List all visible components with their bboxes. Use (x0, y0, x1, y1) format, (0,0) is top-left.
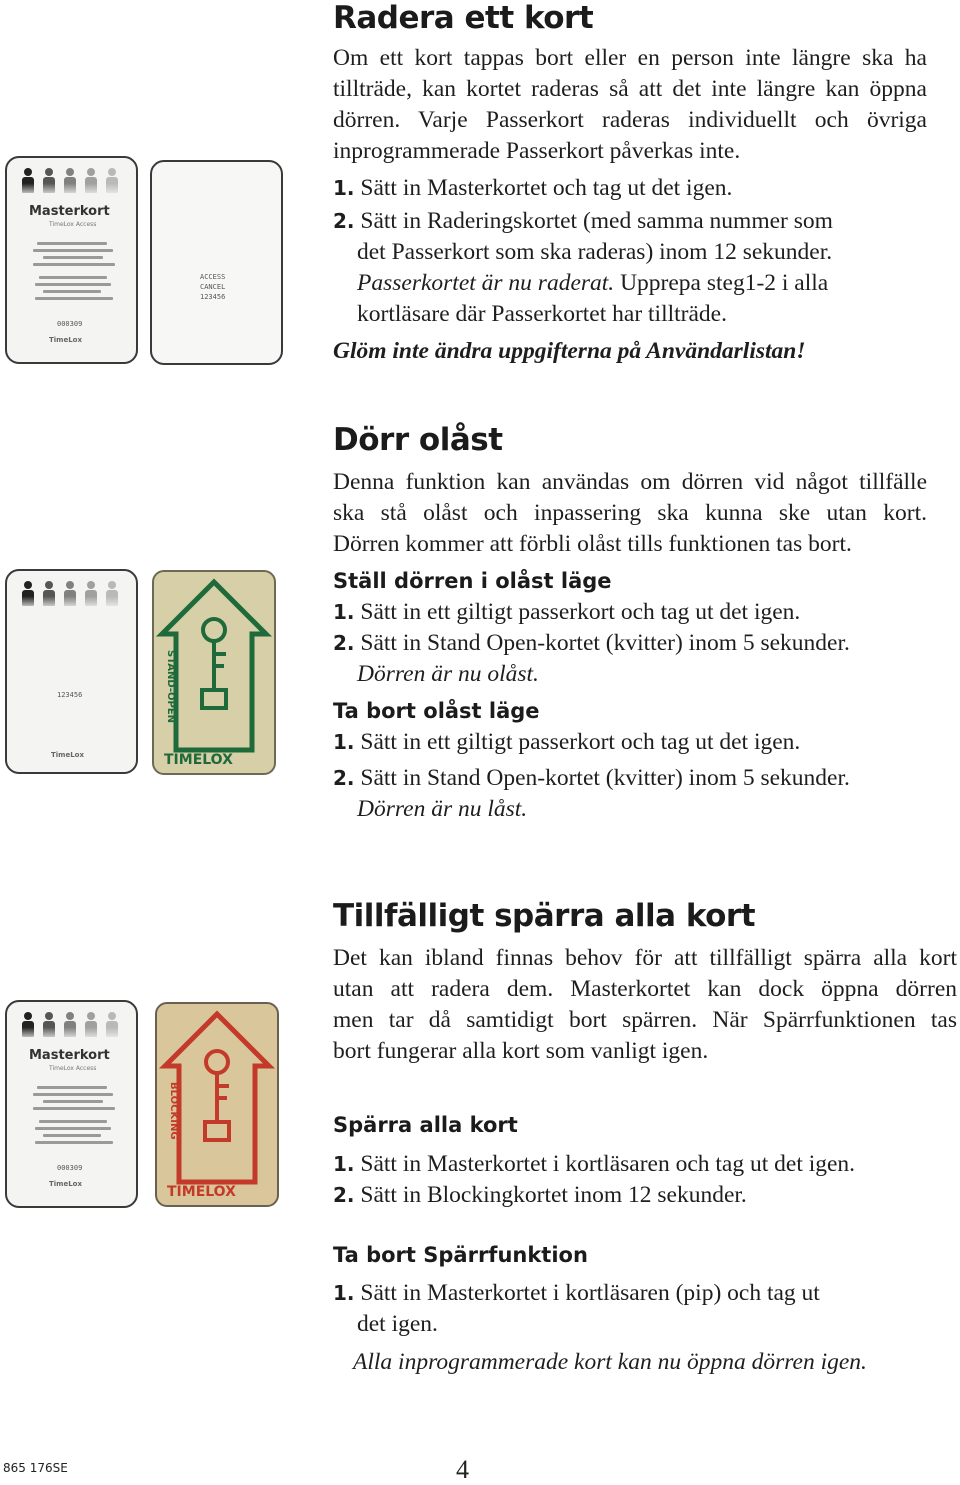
person-icon (84, 1012, 98, 1038)
sparra-intro-line: utan att radera dem. Masterkortet kan dock öppna dörren (333, 976, 957, 1002)
card-subtitle: TimeLox Access (49, 1065, 97, 1072)
card-text-line (39, 1120, 107, 1123)
step-text: Sätt in ett giltigt passerkort och tag ut det igen. (360, 729, 801, 755)
sparra-intro-line: men tar då samtidigt bort spärren. När Spärrfunktionen tas (333, 1007, 957, 1033)
radera-step-2-result (333, 268, 933, 299)
dorr-intro-line: Dörren kommer att förbli olåst tills funktionen tas bort. (333, 531, 852, 557)
person-icon (21, 581, 35, 607)
card-text-line (33, 263, 115, 266)
card-text-line (37, 242, 107, 245)
step-text: Sätt in Masterkortet i kortläsaren (pip) och tag ut (360, 1280, 820, 1306)
sparra-step-1-cont: det igen. (357, 1311, 438, 1337)
radera-step-2 (333, 206, 933, 237)
radera-intro (333, 43, 927, 136)
person-icon (84, 581, 98, 607)
card-brand-logo: TIMELOX (167, 1184, 236, 1200)
person-icon (105, 168, 119, 194)
card-text-line (39, 276, 107, 279)
card-text-line (43, 256, 103, 259)
sparra-intro (333, 943, 957, 1036)
card-title: Masterkort (29, 204, 110, 219)
step-text: Upprepa steg1-2 i alla (614, 270, 829, 296)
subheading-ta-bort-olast: Ta bort olåst läge (333, 699, 540, 723)
step-number: 1. (333, 1152, 355, 1176)
dorr-result-1: Dörren är nu olåst. (357, 661, 539, 687)
person-icon (105, 581, 119, 607)
person-icon (63, 1012, 77, 1038)
radera-note: Glöm inte ändra uppgifterna på Användarlistan! (333, 338, 806, 364)
step-text: Sätt in Raderingskortet (med samma nummer som (360, 208, 833, 234)
radera-step-1 (333, 173, 933, 204)
step-number: 2. (333, 209, 355, 233)
blocking-card-image (155, 1002, 279, 1207)
document-code: 865 176SE (3, 1461, 68, 1475)
stand-open-label: STAND-OPEN (165, 650, 176, 724)
radera-step-2-cont: kortläsare där Passerkortet har tillträde. (357, 301, 727, 327)
step-number: 2. (333, 766, 355, 790)
step-text: Sätt in ett giltigt passerkort och tag ut det igen. (360, 599, 801, 625)
card-text-line (43, 290, 101, 293)
delete-card-line: CANCEL (200, 283, 226, 291)
card-text-line (37, 1086, 107, 1089)
step-number: 2. (333, 1183, 355, 1207)
card-title: Masterkort (29, 1048, 110, 1063)
person-icon (84, 168, 98, 194)
step-number: 1. (333, 730, 355, 754)
card-brand: TimeLox (49, 336, 83, 344)
stand-open-card-graphic (154, 572, 274, 773)
people-icons (21, 1012, 119, 1038)
step-text: Sätt in Masterkortet och tag ut det igen. (360, 175, 733, 201)
dorr-intro-line: Denna funktion kan användas om dörren vid något tillfälle (333, 469, 927, 495)
card-brand-logo: TIMELOX (164, 752, 233, 768)
person-icon (21, 1012, 35, 1038)
dorr-steps-2 (333, 727, 943, 825)
person-icon (42, 581, 56, 607)
dorr-intro-line: ska stå olåst och inpassering ska kunna ske utan kort. (333, 500, 927, 526)
person-icon (42, 1012, 56, 1038)
delete-card-image (150, 160, 283, 365)
subheading-sparra-alla: Spärra alla kort (333, 1113, 518, 1137)
sparra-intro-line: bort fungerar alla kort som vanligt igen. (333, 1038, 709, 1064)
person-icon (63, 168, 77, 194)
section-title-sparra: Tillfälligt spärra alla kort (333, 898, 756, 934)
dorr-steps-1 (333, 597, 943, 690)
result-text: Passerkortet är nu raderat. (357, 270, 615, 296)
sparra-steps-2 (333, 1278, 953, 1378)
radera-intro-line: tillträde, kan kortet raderas så att det inte längre kan öppna (333, 76, 927, 102)
radera-step-2-cont: det Passerkort som ska raderas) inom 12 sekunder. (357, 239, 833, 265)
sparra-steps-1 (333, 1149, 943, 1211)
step-text: Sätt in Stand Open-kortet (kvitter) inom 5 sekunder. (360, 630, 850, 656)
card-text-line (43, 1100, 103, 1103)
dorr-intro (333, 467, 927, 529)
card-text-line (35, 1141, 113, 1144)
step-number: 1. (333, 1281, 355, 1305)
card-code: 123456 (57, 691, 83, 699)
dorr-step-1 (333, 597, 943, 628)
step-number: 1. (333, 176, 355, 200)
card-code: 000309 (57, 1164, 83, 1172)
card-text-line (35, 283, 111, 286)
step-text: Sätt in Masterkortet i kortläsaren och tag ut det igen. (360, 1151, 856, 1177)
section-title-radera: Radera ett kort (333, 0, 594, 36)
people-icons (21, 168, 119, 194)
dorr-result-2: Dörren är nu låst. (357, 796, 528, 822)
step-text: Sätt in Blockingkortet inom 12 sekunder. (360, 1182, 747, 1208)
person-icon (21, 168, 35, 194)
card-text-line (43, 1134, 101, 1137)
person-icon (105, 1012, 119, 1038)
subheading-stall-olast: Ställ dörren i olåst läge (333, 569, 612, 593)
delete-card-line: ACCESS (200, 273, 226, 281)
page-number: 4 (456, 1455, 469, 1484)
blocking-label: BLOCKING (168, 1082, 179, 1140)
card-brand: TimeLox (51, 751, 85, 759)
blocking-card-graphic (157, 1004, 277, 1205)
card-brand: TimeLox (49, 1180, 83, 1188)
card-code: 000309 (57, 320, 83, 328)
card-text-line (35, 1127, 111, 1130)
dorr-step-2 (333, 628, 943, 659)
step-text: Sätt in Stand Open-kortet (kvitter) inom 5 sekunder. (360, 765, 850, 791)
person-icon (63, 581, 77, 607)
radera-intro-line: dörren. Varje Passerkort raderas individuellt och övriga (333, 107, 927, 133)
card-subtitle: TimeLox Access (49, 221, 97, 228)
section-title-dorr: Dörr olåst (333, 422, 503, 458)
sparra-result: Alla inprogrammerade kort kan nu öppna dörren igen. (353, 1349, 867, 1375)
card-text-line (35, 297, 113, 300)
stand-open-card-image (152, 570, 276, 775)
user-card-image (5, 569, 138, 774)
subheading-ta-bort-sparr: Ta bort Spärrfunktion (333, 1243, 588, 1267)
radera-intro-line: inprogrammerade Passerkort påverkas inte. (333, 138, 741, 164)
card-text-line (33, 1093, 113, 1096)
sparra-intro-line: Det kan ibland finnas behov för att tillfälligt spärra alla kort (333, 945, 957, 971)
step-number: 2. (333, 631, 355, 655)
card-text-line (33, 1107, 115, 1110)
sparra-step-2 (333, 1180, 943, 1211)
master-card-image (5, 156, 138, 364)
delete-card-line: 123456 (200, 293, 226, 301)
people-icons (21, 581, 119, 607)
sparra-step-1 (333, 1278, 953, 1309)
step-number: 1. (333, 600, 355, 624)
dorr-step-2 (333, 763, 943, 794)
dorr-step-1 (333, 727, 943, 758)
person-icon (42, 168, 56, 194)
card-text-line (33, 249, 113, 252)
radera-steps (333, 173, 933, 367)
sparra-step-1 (333, 1149, 943, 1180)
master-card-image (5, 1000, 138, 1208)
radera-intro-line: Om ett kort tappas bort eller en person inte längre ska ha (333, 45, 927, 71)
